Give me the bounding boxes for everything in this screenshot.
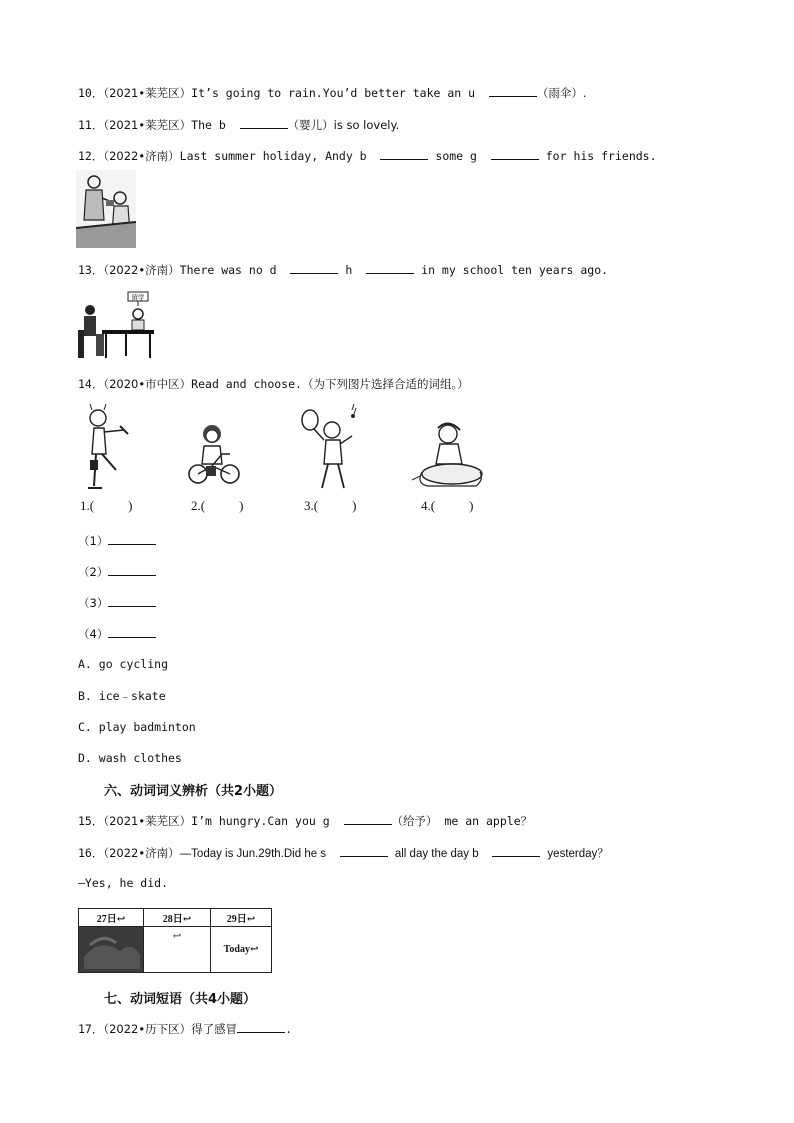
calendar-table <box>78 908 272 973</box>
section-heading-six: 六、动词词义辨析（共2小题） <box>104 784 283 799</box>
option-c: C. play badminton <box>78 720 196 734</box>
question-source: （2022•历下区） <box>103 1022 192 1036</box>
question-11 <box>78 116 399 133</box>
calendar-header-29: 29日↩ <box>211 909 272 927</box>
question-number: 14． <box>78 377 104 391</box>
question-text: some g <box>435 149 477 163</box>
question-16-answer: —Yes, he did. <box>78 876 169 890</box>
question-text: h <box>345 263 353 277</box>
calendar-cell-27-photo <box>79 927 144 973</box>
question-source: （2022•济南） <box>103 846 180 860</box>
question-text: yesterday？ <box>547 848 609 860</box>
question-number: 10． <box>78 86 104 100</box>
sub-item-2: （2） <box>78 563 156 580</box>
answer-blank[interactable] <box>108 532 156 545</box>
picture-label-2: 2.( ) <box>191 498 244 513</box>
answer-blank[interactable] <box>108 563 156 576</box>
question-17 <box>78 1020 292 1037</box>
washing-clothes-picture <box>408 420 486 490</box>
answer-blank[interactable] <box>108 625 156 638</box>
question-number: 17． <box>78 1022 104 1036</box>
dining-hall-picture <box>76 290 156 360</box>
answer-blank[interactable] <box>489 84 537 97</box>
calendar-header-27: 27日↩ <box>79 909 144 927</box>
gift-shopping-picture <box>76 170 136 248</box>
question-12 <box>78 147 657 164</box>
cycling-picture <box>186 422 242 490</box>
question-source: （2021•莱芜区） <box>103 86 192 100</box>
answer-blank[interactable] <box>290 261 338 274</box>
question-text: Last summer holiday, Andy b <box>179 149 367 163</box>
question-hint: （给予） <box>391 814 438 828</box>
board-text: 留学 <box>131 293 145 302</box>
question-text: It’s going to rain.You’d better take an u <box>191 86 476 100</box>
calendar-header-28: 28日↩ <box>144 909 211 927</box>
question-text: The b <box>191 118 226 132</box>
question-source: （2022•济南） <box>103 149 180 163</box>
question-hint: （雨伞）. <box>536 86 587 100</box>
question-text: There was no d <box>179 263 277 277</box>
question-16 <box>78 844 609 862</box>
question-text: all day the day b <box>394 848 479 860</box>
question-source: （2021•莱芜区） <box>103 118 192 132</box>
calendar-cell-29: Today↩ <box>211 927 272 973</box>
picture-label-4: 4.( ) <box>421 498 474 513</box>
answer-blank[interactable] <box>492 844 540 857</box>
section-heading-seven: 七、动词短语（共4小题） <box>104 992 257 1007</box>
question-text: in my school ten years ago. <box>421 263 609 277</box>
picture-label-1: 1.( ) <box>80 498 133 513</box>
sub-item-1: （1） <box>78 532 156 549</box>
sub-item-3: （3） <box>78 594 156 611</box>
question-text: me an apple？ <box>444 814 533 828</box>
question-number: 11． <box>78 118 104 132</box>
answer-blank[interactable] <box>340 844 388 857</box>
question-15 <box>78 812 532 829</box>
answer-blank[interactable] <box>366 261 414 274</box>
answer-blank[interactable] <box>344 812 392 825</box>
question-14 <box>78 376 469 392</box>
question-hint: （婴儿）is so lovely. <box>287 118 400 132</box>
option-d: D. wash clothes <box>78 751 182 765</box>
question-source: （2020•市中区） <box>103 377 192 391</box>
answer-blank[interactable] <box>237 1020 285 1033</box>
option-a: A. go cycling <box>78 657 169 671</box>
answer-blank[interactable] <box>108 594 156 607</box>
option-b: B. ice﹣skate <box>78 689 166 703</box>
answer-blank[interactable] <box>380 147 428 160</box>
question-source: （2021•莱芜区） <box>103 814 192 828</box>
question-number: 15． <box>78 814 104 828</box>
ice-skating-picture <box>76 404 132 494</box>
question-text: Read and choose. <box>191 377 302 391</box>
sub-item-4: （4） <box>78 625 156 642</box>
sleeping-photo <box>80 927 142 969</box>
question-13 <box>78 261 608 278</box>
question-10 <box>78 84 587 101</box>
answer-blank[interactable] <box>491 147 539 160</box>
question-source: （2022•济南） <box>103 263 180 277</box>
question-number: 16． <box>78 846 104 860</box>
answer-blank[interactable] <box>240 116 288 129</box>
question-text: —Today is Jun.29th.Did he s <box>179 848 327 860</box>
question-text: for his friends. <box>545 149 657 163</box>
question-instruction: （为下列图片选择合适的词组。） <box>301 377 469 391</box>
question-text: I’m hungry.Can you g <box>191 814 330 828</box>
question-number: 12． <box>78 149 104 163</box>
question-text: 得了感冒 <box>191 1022 238 1036</box>
badminton-picture <box>296 404 360 494</box>
picture-label-3: 3.( ) <box>304 498 357 513</box>
question-text: . <box>285 1022 293 1036</box>
question-number: 13． <box>78 263 104 277</box>
calendar-cell-28: ↩ <box>144 927 211 973</box>
